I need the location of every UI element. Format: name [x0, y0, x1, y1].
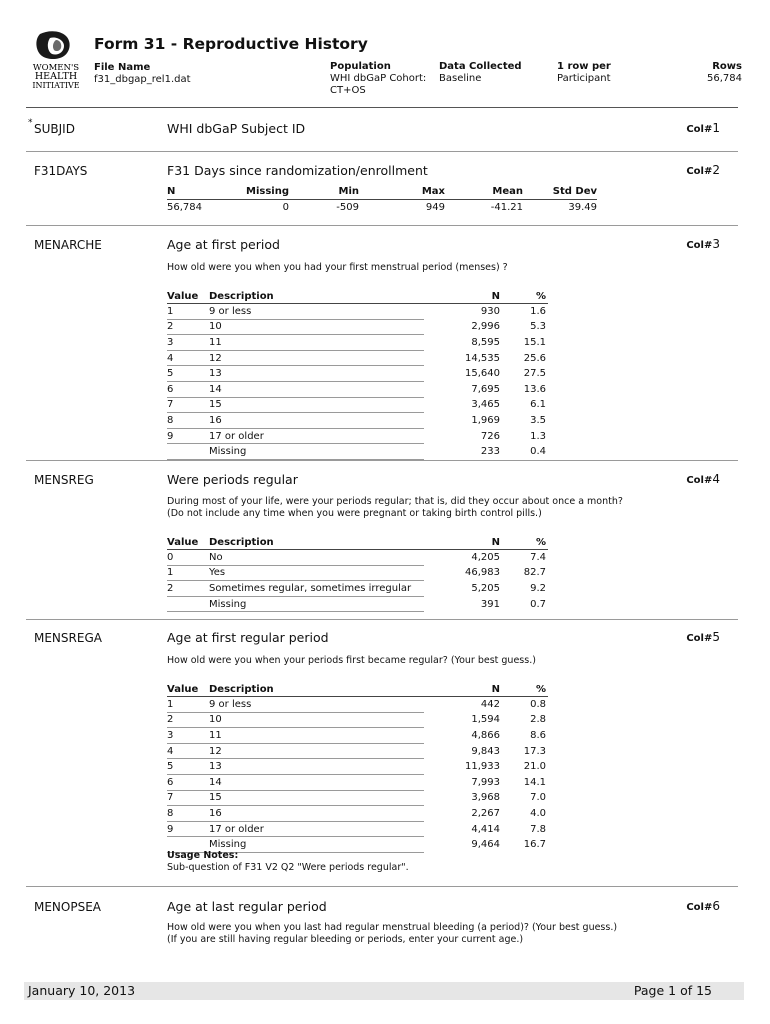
column-header-percent: % — [500, 289, 548, 304]
cell-n: 726 — [480, 430, 500, 442]
var-name-mensrega: MENSREGA — [34, 631, 102, 645]
population-line1: WHI dbGaP Cohort: — [330, 73, 427, 84]
cell-n: 4,866 — [471, 729, 500, 741]
cell-n: 14,535 — [465, 352, 500, 364]
cell-percent: 0.8 — [530, 699, 546, 711]
cell-value: 1 — [167, 304, 209, 320]
row-per-label: 1 row per — [557, 61, 611, 72]
cell-percent: 9.2 — [530, 582, 546, 594]
table-row — [167, 565, 548, 581]
cell-percent: 7.8 — [530, 823, 546, 835]
cell-description: 16 — [209, 413, 424, 429]
section-divider — [26, 886, 738, 887]
stats-value: -41.21 — [490, 202, 523, 213]
stats-table-f31days — [167, 184, 597, 215]
cell-value: 7 — [167, 397, 209, 413]
cell-value: 6 — [167, 381, 209, 397]
col-number-menarche: Col#3 — [686, 237, 720, 251]
cell-value: 5 — [167, 366, 209, 382]
section-divider — [26, 225, 738, 226]
cell-description: 16 — [209, 806, 424, 822]
cell-percent: 17.3 — [523, 745, 546, 757]
column-header-description: Description — [209, 535, 424, 550]
row-per-value: Participant — [557, 73, 611, 84]
cell-percent: 14.1 — [523, 776, 546, 788]
table-row — [167, 428, 548, 444]
question-mensrega: How old were you when your periods first became regular? (Your best guess.) — [167, 655, 536, 666]
stats-value: 39.49 — [568, 202, 597, 213]
col-number-menopsea: Col#6 — [686, 899, 720, 913]
value-table-mensreg — [167, 535, 548, 612]
question-menopsea-line1: How old were you when you last had regular menstrual bleeding (a period)? (Your best guess.) — [167, 922, 618, 933]
cell-value: 4 — [167, 350, 209, 366]
cell-n: 15,640 — [465, 368, 500, 380]
table-row — [167, 743, 548, 759]
cell-value: 9 — [167, 428, 209, 444]
logo-text-line2: HEALTH — [34, 71, 78, 82]
cell-description: Missing — [209, 444, 424, 460]
section-divider — [26, 151, 738, 152]
question-menarche: How old were you when you had your first menstrual period (menses) ? — [167, 262, 508, 273]
usage-notes-text: Sub-question of F31 V2 Q2 "Were periods regular". — [167, 862, 409, 873]
value-table-menarche — [167, 289, 548, 460]
cell-value — [167, 596, 209, 612]
cell-value: 5 — [167, 759, 209, 775]
cell-n: 2,996 — [471, 321, 500, 333]
data-collected-label: Data Collected — [439, 61, 522, 72]
rows-value: 56,784 — [707, 73, 742, 84]
cell-percent: 7.0 — [530, 792, 546, 804]
stats-header: Max — [359, 184, 445, 200]
cell-description: 11 — [209, 728, 424, 744]
cell-percent: 1.6 — [530, 306, 546, 318]
cell-n: 930 — [480, 306, 500, 318]
cell-n: 4,205 — [471, 552, 500, 564]
stats-value: 0 — [282, 202, 289, 213]
column-header-description: Description — [209, 289, 424, 304]
cell-percent: 25.6 — [523, 352, 546, 364]
cell-description: 10 — [209, 319, 424, 335]
question-mensreg-line2: (Do not include any time when you were pregnant or taking birth control pills.) — [167, 508, 542, 519]
table-row — [167, 319, 548, 335]
cell-value: 7 — [167, 790, 209, 806]
var-title-mensreg: Were periods regular — [167, 472, 298, 487]
column-header-value: Value — [167, 682, 209, 697]
cell-n: 8,595 — [471, 336, 500, 348]
cell-description: Missing — [209, 837, 424, 853]
question-mensreg-line1: During most of your life, were your periods regular; that is, did they occur about once a month? — [167, 496, 623, 507]
rows-label: Rows — [712, 61, 742, 72]
stats-header: Missing — [229, 184, 289, 200]
table-row — [167, 712, 548, 728]
cell-n: 11,933 — [465, 761, 500, 773]
var-title-mensrega: Age at first regular period — [167, 630, 329, 645]
table-row — [167, 397, 548, 413]
cell-n: 7,993 — [471, 776, 500, 788]
section-divider — [26, 619, 738, 620]
table-row — [167, 550, 548, 566]
var-title-f31days: F31 Days since randomization/enrollment — [167, 163, 428, 178]
cell-percent: 0.4 — [530, 446, 546, 458]
column-header-percent: % — [500, 682, 548, 697]
cell-description: 12 — [209, 743, 424, 759]
cell-n: 3,465 — [471, 399, 500, 411]
cell-n: 442 — [480, 699, 500, 711]
column-header-percent: % — [500, 535, 548, 550]
cell-percent: 3.5 — [530, 414, 546, 426]
table-row — [167, 581, 548, 597]
table-row — [167, 304, 548, 320]
col-number-mensrega: Col#5 — [686, 630, 720, 644]
cell-value — [167, 444, 209, 460]
table-row — [167, 596, 548, 612]
cell-description: No — [209, 550, 424, 566]
cell-value: 3 — [167, 728, 209, 744]
cell-description: 12 — [209, 350, 424, 366]
column-header-value: Value — [167, 289, 209, 304]
table-row — [167, 697, 548, 713]
stats-value: 56,784 — [167, 202, 202, 213]
whi-logo — [26, 30, 86, 92]
file-name-label: File Name — [94, 62, 151, 73]
footer-page-number: Page 1 of 15 — [633, 983, 712, 998]
form-title: Form 31 - Reproductive History — [94, 35, 368, 53]
cell-n: 46,983 — [465, 567, 500, 579]
cell-description: 10 — [209, 712, 424, 728]
file-name-value: f31_dbgap_rel1.dat — [94, 74, 191, 85]
cell-description: 14 — [209, 381, 424, 397]
usage-notes-label: Usage Notes: — [167, 850, 239, 861]
cell-percent: 15.1 — [523, 336, 546, 348]
section-divider — [26, 460, 738, 461]
data-collected-value: Baseline — [439, 73, 482, 84]
cell-percent: 21.0 — [523, 761, 546, 773]
cell-n: 4,414 — [471, 823, 500, 835]
cell-n: 7,695 — [471, 383, 500, 395]
var-title-subjid: WHI dbGaP Subject ID — [167, 121, 306, 136]
col-number-subjid: Col#1 — [686, 121, 720, 135]
cell-description: 15 — [209, 790, 424, 806]
col-number-mensreg: Col#4 — [686, 472, 720, 486]
column-header-n: N — [424, 535, 500, 550]
population-line2: CT+OS — [330, 85, 366, 96]
cell-n: 1,594 — [471, 714, 500, 726]
table-row — [167, 444, 548, 460]
required-asterisk: * — [28, 118, 33, 128]
stats-value: -509 — [336, 202, 359, 213]
cell-value: 8 — [167, 413, 209, 429]
cell-n: 3,968 — [471, 792, 500, 804]
cell-n: 391 — [480, 598, 500, 610]
cell-description: 17 or older — [209, 821, 424, 837]
cell-n: 1,969 — [471, 414, 500, 426]
cell-value: 0 — [167, 550, 209, 566]
cell-percent: 82.7 — [523, 567, 546, 579]
var-title-menopsea: Age at last regular period — [167, 899, 327, 914]
table-row — [167, 821, 548, 837]
cell-description: Missing — [209, 596, 424, 612]
var-name-f31days: F31DAYS — [34, 164, 88, 178]
cell-n: 5,205 — [471, 582, 500, 594]
cell-percent: 13.6 — [523, 383, 546, 395]
table-row — [167, 774, 548, 790]
cell-value: 3 — [167, 335, 209, 351]
cell-description: Sometimes regular, sometimes irregular — [209, 581, 424, 597]
cell-value: 9 — [167, 821, 209, 837]
cell-percent: 1.3 — [530, 430, 546, 442]
cell-percent: 7.4 — [530, 552, 546, 564]
cell-description: 9 or less — [209, 697, 424, 713]
cell-percent: 4.0 — [530, 807, 546, 819]
logo-text-line3: INITIATIVE — [32, 81, 80, 90]
cell-value: 2 — [167, 712, 209, 728]
header-divider — [26, 107, 738, 108]
stats-header: Min — [289, 184, 359, 200]
table-row — [167, 381, 548, 397]
stats-header: Mean — [445, 184, 523, 200]
cell-description: 14 — [209, 774, 424, 790]
cell-value: 1 — [167, 697, 209, 713]
var-name-menarche: MENARCHE — [34, 238, 102, 252]
cell-n: 9,843 — [471, 745, 500, 757]
cell-description: 15 — [209, 397, 424, 413]
column-header-n: N — [424, 682, 500, 697]
table-row — [167, 759, 548, 775]
var-name-subjid: SUBJID — [34, 122, 75, 136]
cell-value: 6 — [167, 774, 209, 790]
cell-percent: 6.1 — [530, 399, 546, 411]
table-row — [167, 350, 548, 366]
table-row — [167, 790, 548, 806]
cell-value: 8 — [167, 806, 209, 822]
cell-value: 2 — [167, 319, 209, 335]
var-title-menarche: Age at first period — [167, 237, 280, 252]
stats-header: Std Dev — [523, 184, 597, 200]
cell-description: 11 — [209, 335, 424, 351]
cell-value: 1 — [167, 565, 209, 581]
cell-description: 9 or less — [209, 304, 424, 320]
cell-description: 13 — [209, 366, 424, 382]
cell-value: 2 — [167, 581, 209, 597]
population-label: Population — [330, 61, 391, 72]
var-name-mensreg: MENSREG — [34, 473, 94, 487]
cell-percent: 16.7 — [523, 839, 546, 851]
col-number-f31days: Col#2 — [686, 163, 720, 177]
cell-percent: 27.5 — [523, 368, 546, 380]
cell-description: Yes — [209, 565, 424, 581]
value-table-mensrega — [167, 682, 548, 853]
table-row — [167, 335, 548, 351]
cell-n: 9,464 — [471, 839, 500, 851]
cell-percent: 8.6 — [530, 729, 546, 741]
cell-percent: 2.8 — [530, 714, 546, 726]
column-header-description: Description — [209, 682, 424, 697]
column-header-n: N — [424, 289, 500, 304]
cell-percent: 0.7 — [530, 598, 546, 610]
table-row — [167, 728, 548, 744]
table-row — [167, 413, 548, 429]
cell-percent: 5.3 — [530, 321, 546, 333]
women-profiles-icon — [36, 31, 69, 59]
stats-header: N — [167, 184, 229, 200]
cell-n: 233 — [480, 446, 500, 458]
cell-n: 2,267 — [471, 807, 500, 819]
table-row — [167, 366, 548, 382]
footer-date: January 10, 2013 — [28, 983, 136, 998]
question-menopsea-line2: (If you are still having regular bleeding or periods, enter your current age.) — [167, 934, 524, 945]
cell-description: 17 or older — [209, 428, 424, 444]
cell-value: 4 — [167, 743, 209, 759]
var-name-menopsea: MENOPSEA — [34, 900, 102, 914]
table-row — [167, 806, 548, 822]
stats-value: 949 — [425, 202, 445, 213]
cell-description: 13 — [209, 759, 424, 775]
column-header-value: Value — [167, 535, 209, 550]
logo-text-line1: WOMEN'S — [32, 63, 80, 73]
